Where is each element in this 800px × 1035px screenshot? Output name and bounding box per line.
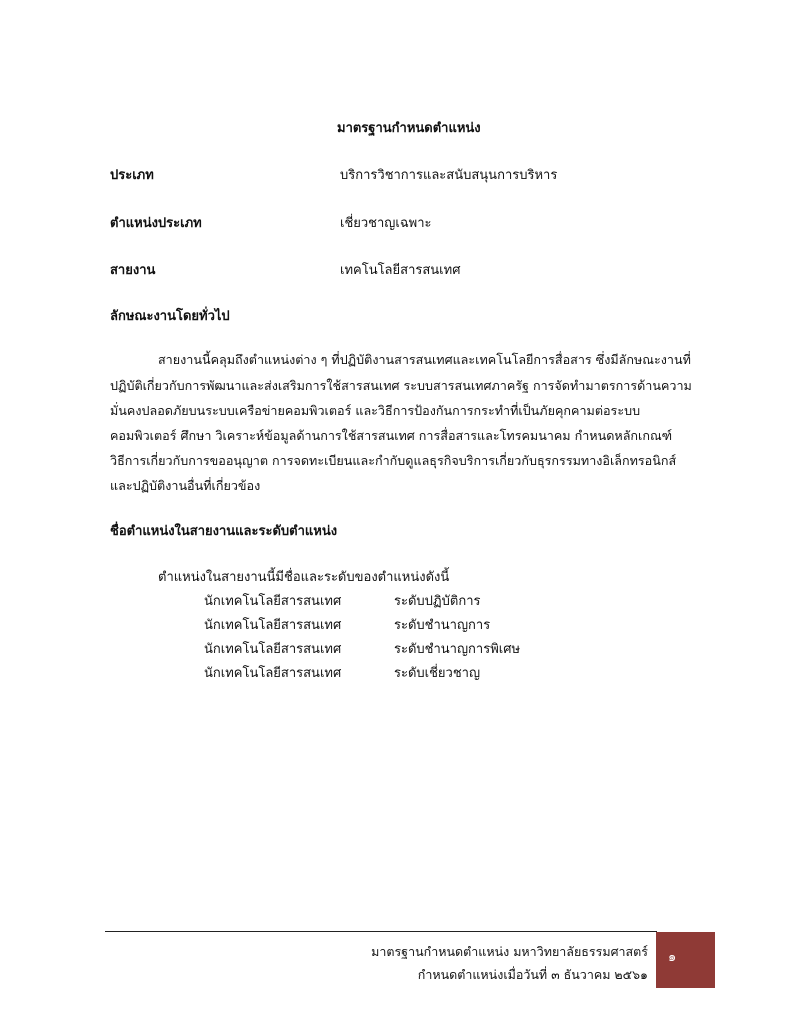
paragraph-line: สายงานนี้คลุมถึงตำแหน่งต่าง ๆ ที่ปฏิบัติงานสารสนเทศและเทคโนโลยีการสื่อสาร ซึ่งมีลักษณะงานที่	[158, 352, 691, 367]
field-label-line-of-work: สายงาน	[110, 263, 156, 278]
footer-line-2: กำหนดตำแหน่งเมื่อวันที่ ๓ ธันวาคม ๒๕๖๑	[417, 967, 648, 982]
positions-intro: ตำแหน่งในสายงานนี้มีชื่อและระดับของตำแหน่งดังนี้	[158, 570, 450, 585]
field-value-position-type: เชี่ยวชาญเฉพาะ	[340, 216, 432, 231]
position-name: นักเทคโนโลยีสารสนเทศ	[204, 594, 342, 609]
paragraph-line: คอมพิวเตอร์ ศึกษา วิเคราะห์ข้อมูลด้านการใช้สารสนเทศ การสื่อสารและโทรคมนาคม กำหนดหลักเกณฑ์	[110, 428, 673, 443]
field-value-type: บริการวิชาการและสนับสนุนการบริหาร	[340, 168, 558, 183]
position-level: ระดับปฏิบัติการ	[394, 594, 481, 609]
field-label-type: ประเภท	[110, 168, 154, 183]
position-name: นักเทคโนโลยีสารสนเทศ	[204, 642, 342, 657]
footer-line-1: มาตรฐานกำหนดตำแหน่ง มหาวิทยาลัยธรรมศาสตร์	[371, 944, 648, 959]
footer-divider	[105, 931, 657, 932]
paragraph-line: ปฏิบัติเกี่ยวกับการพัฒนาและส่งเสริมการใช้สารสนเทศ ระบบสารสนเทศภาครัฐ การจัดทำมาตรการด้านความ	[110, 378, 692, 393]
field-label-position-type: ตำแหน่งประเภท	[110, 216, 202, 231]
field-value-line-of-work: เทคโนโลยีสารสนเทศ	[340, 263, 461, 278]
position-name: นักเทคโนโลยีสารสนเทศ	[204, 618, 342, 633]
position-level: ระดับชำนาญการพิเศษ	[394, 642, 521, 657]
paragraph-line: และปฏิบัติงานอื่นที่เกี่ยวข้อง	[110, 478, 261, 493]
position-level: ระดับเชี่ยวชาญ	[394, 666, 481, 681]
paragraph-line: มั่นคงปลอดภัยบนระบบเครือข่ายคอมพิวเตอร์ และวิธีการป้องกันการกระทำที่เป็นภัยคุกคามต่อระบบ	[110, 403, 641, 418]
page-title: มาตรฐานกำหนดตำแหน่ง	[337, 121, 481, 136]
general-heading: ลักษณะงานโดยทั่วไป	[110, 309, 230, 324]
position-level: ระดับชำนาญการ	[394, 618, 491, 633]
positions-heading: ชื่อตำแหน่งในสายงานและระดับตำแหน่ง	[110, 524, 338, 539]
page-number-box	[656, 932, 715, 988]
page-number: ๑	[668, 950, 677, 965]
paragraph-line: วิธีการเกี่ยวกับการขออนุญาต การจดทะเบียนและกำกับดูแลธุรกิจบริการเกี่ยวกับธุรกรรมทางอิเล็กทรอนิกส์	[110, 453, 677, 468]
position-name: นักเทคโนโลยีสารสนเทศ	[204, 666, 342, 681]
